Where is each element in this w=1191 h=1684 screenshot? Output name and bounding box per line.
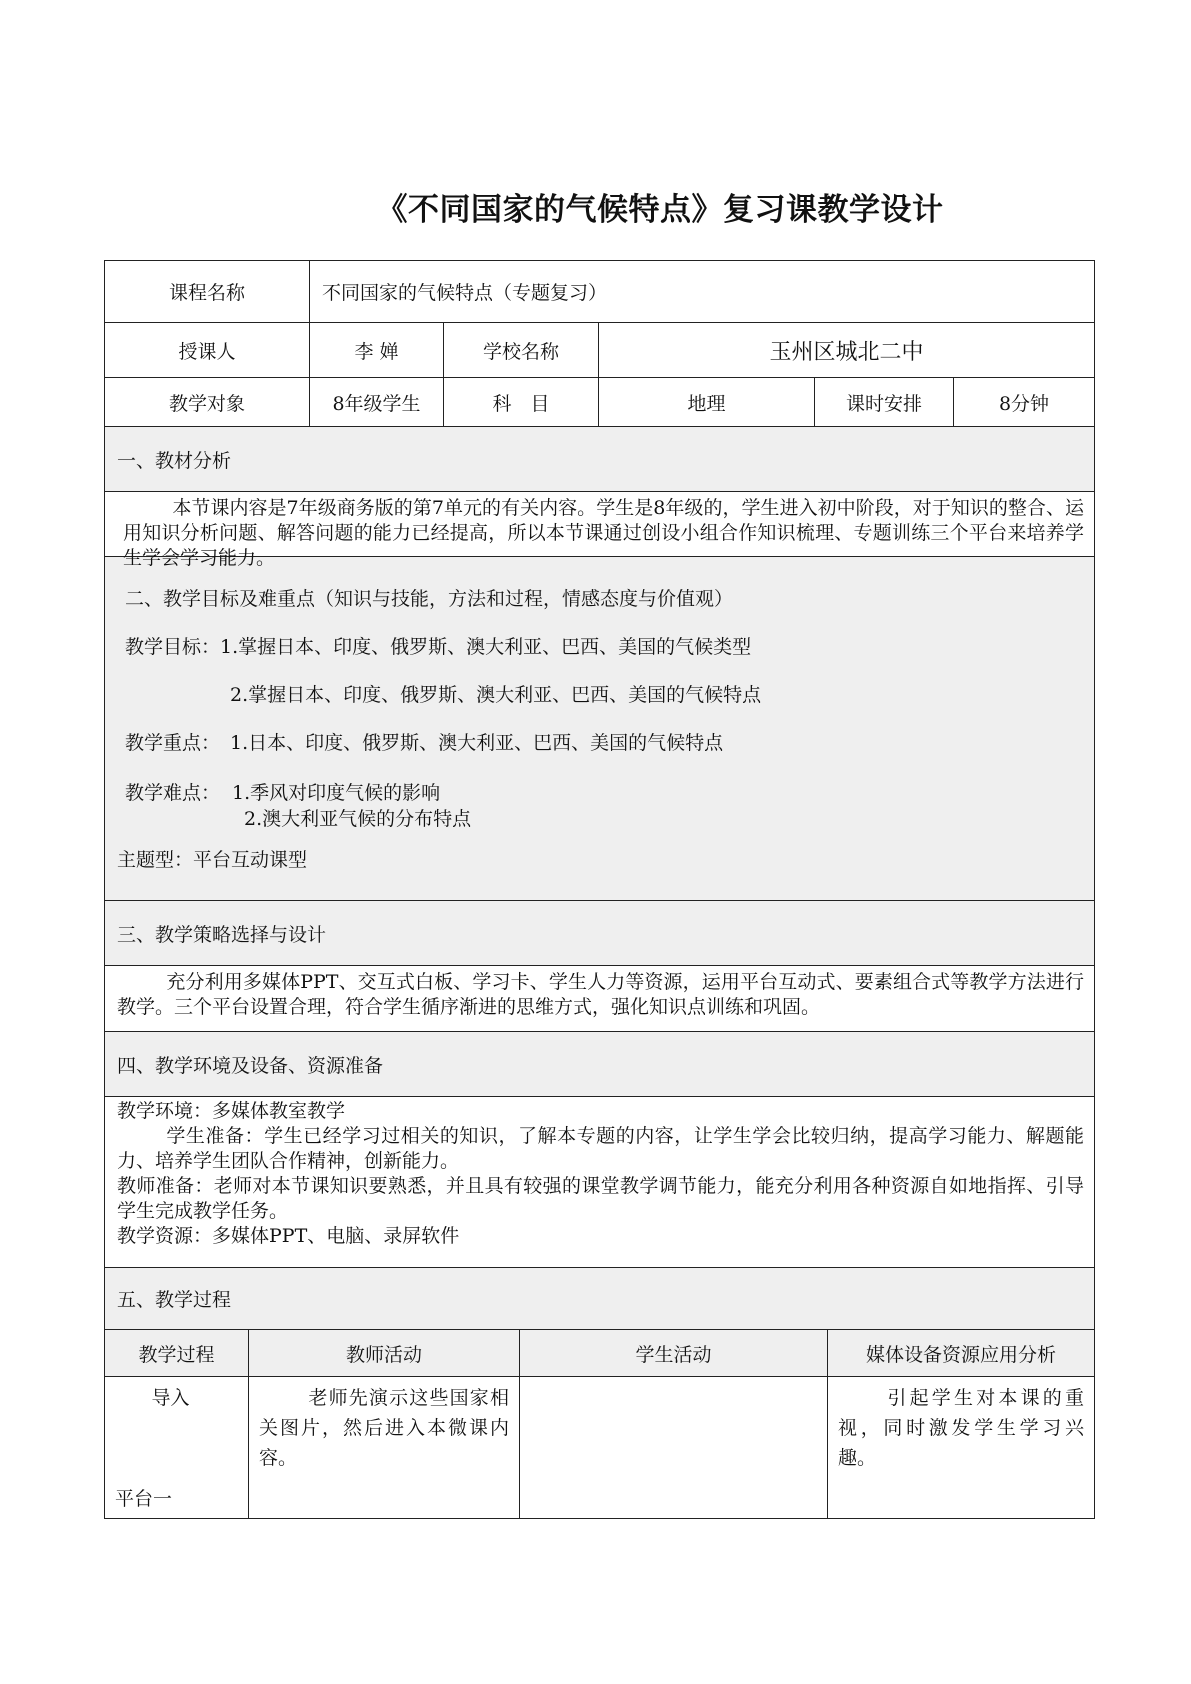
goal-2: 2.掌握日本、印度、俄罗斯、澳大利亚、巴西、美国的气候特点 (230, 683, 762, 706)
course-label: 课程名称 (105, 261, 310, 322)
section4-block (105, 1097, 1094, 1268)
difficulty-1: 1.季风对印度气候的影响 (232, 782, 441, 804)
teacher-prep: 教师准备：老师对本节课知识要熟悉，并且具有较强的课堂教学调节能力，能充分利用各种资源自如地指挥、引导学生完成教学任务。 (117, 1175, 1084, 1222)
section2-heading: 二、教学目标及难重点（知识与技能，方法和过程，情感态度与价值观） (125, 587, 734, 610)
teacher-row (105, 323, 1094, 378)
env-line: 教学环境：多媒体教室教学 (117, 1100, 346, 1122)
stage-sub-label: 平台一 (115, 1488, 173, 1510)
school-label: 学校名称 (444, 323, 599, 377)
stage-cell (105, 1377, 249, 1518)
section3-heading: 三、教学策略选择与设计 (105, 901, 1094, 966)
target-row (105, 378, 1094, 427)
course-row (105, 261, 1094, 323)
subject-value: 地理 (599, 378, 815, 426)
student-prep: 学生准备：学生已经学习过相关的知识，了解本专题的内容，让学生学会比较归纳，提高学习能力、解题能力、培养学生团队合作精神，创新能力。 (117, 1125, 1084, 1172)
theme-line: 主题型：平台互动课型 (117, 848, 308, 871)
process-header-row (105, 1330, 1094, 1377)
difficulty-2: 2.澳大利亚气候的分布特点 (244, 808, 472, 830)
section1-heading: 一、教材分析 (105, 427, 1094, 492)
media-analysis: 引起学生对本课的重视，同时激发学生学习兴趣。 (838, 1387, 1084, 1469)
goal-1: 1.掌握日本、印度、俄罗斯、澳大利亚、巴西、美国的气候类型 (220, 635, 752, 658)
time-value: 8分钟 (998, 392, 1050, 415)
school-value: 玉州区城北二中 (769, 339, 924, 365)
section1-text: 本节课内容是7年级商务版的第7单元的有关内容。学生是8年级的，学生进入初中阶段，对于知识的整合、运用知识分析问题、解答问题的能力已经提高，所以本节课通过创设小组合作知识梳理、专题训练三个平台来培养学生学会学习能力。 (105, 492, 1094, 557)
teacher-value: 李 婵 (310, 323, 444, 377)
process-row-1 (105, 1377, 1094, 1518)
section4-heading: 四、教学环境及设备、资源准备 (105, 1032, 1094, 1097)
subject-label: 科 目 (444, 378, 599, 426)
col-media: 媒体设备资源应用分析 (865, 1343, 1056, 1366)
goal-line-1 (117, 621, 1084, 669)
col-stage: 教学过程 (105, 1330, 249, 1376)
difficulty-line (117, 765, 1084, 805)
key-1: 1.日本、印度、俄罗斯、澳大利亚、巴西、美国的气候特点 (230, 731, 724, 754)
page-title: 《不同国家的气候特点》复习课教学设计 (376, 192, 944, 228)
col-student: 学生活动 (520, 1330, 828, 1376)
time-label: 课时安排 (815, 378, 954, 426)
teacher-label: 授课人 (105, 323, 310, 377)
resources-line: 教学资源：多媒体PPT、电脑、录屏软件 (117, 1225, 460, 1247)
key-label: 教学重点： (125, 731, 221, 754)
key-line (117, 717, 1084, 765)
target-value: 8年级学生 (310, 378, 444, 426)
teacher-activity: 老师先演示这些国家相关图片，然后进入本微课内容。 (249, 1377, 520, 1518)
section5-heading: 五、教学过程 (105, 1268, 1094, 1330)
target-label: 教学对象 (105, 378, 310, 426)
lesson-plan-table (104, 260, 1095, 1519)
section2-block (105, 557, 1094, 901)
section3-text: 充分利用多媒体PPT、交互式白板、学习卡、学生人力等资源，运用平台互动式、要素组合式等教学方法进行教学。三个平台设置合理，符合学生循序渐进的思维方式，强化知识点训练和巩固。 (105, 966, 1094, 1032)
difficulty-label: 教学难点： (125, 782, 221, 804)
student-activity (520, 1377, 828, 1518)
goal-label: 教学目标： (125, 635, 221, 658)
stage-label: 导入 (151, 1387, 190, 1409)
course-value: 不同国家的气候特点（专题复习） (322, 282, 608, 304)
col-teacher: 教师活动 (249, 1330, 520, 1376)
